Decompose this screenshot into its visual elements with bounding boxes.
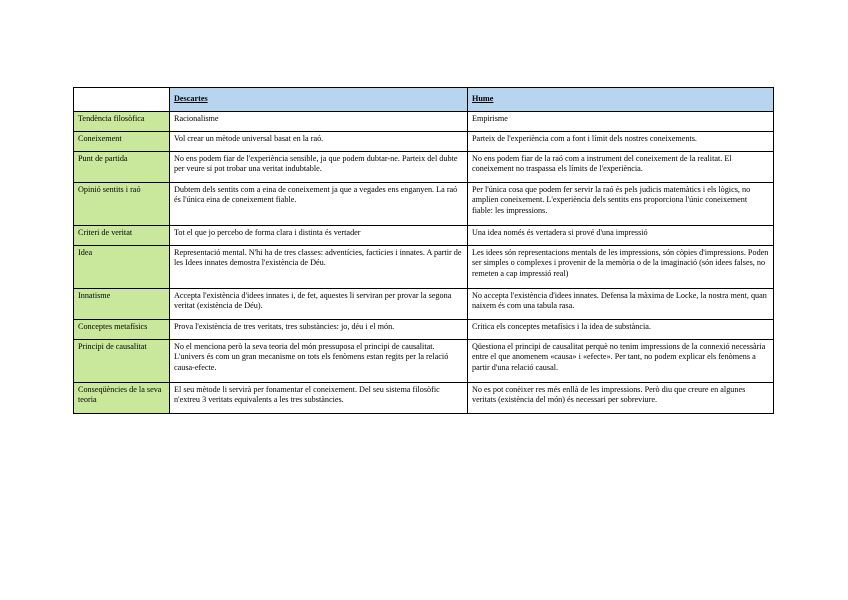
descartes-cell: Racionalisme (170, 112, 468, 132)
row-label: Opinió sentits i raó (74, 183, 170, 226)
row-label: Innatisme (74, 289, 170, 320)
row-label: Punt de partida (74, 152, 170, 183)
descartes-cell: Representació mental. N'hi ha de tres classes: adventícies, factícies i innates. A partir de les Idees innates demostra l'existència de Déu. (170, 246, 468, 289)
descartes-cell: El seu mètode li servirà per fonamentar el coneixement. Del seu sistema filosòfic n'extreu 3 veritats equivalents a les tres substàncies. (170, 383, 468, 414)
row-label: Conseqüències de la seva teoria (74, 383, 170, 414)
descartes-cell: No ens podem fiar de l'experiència sensible, ja que podem dubtar-ne. Parteix del dubte per veure si pot trobar una veritat indubtable. (170, 152, 468, 183)
hume-cell: Qüestiona el principi de causalitat perquè no tenim impressions de la connexió necessària entre el que anomenem «causa» i «efecte». Per tant, no podem explicar els fenòmens a partir d'una relació causal. (468, 340, 774, 383)
hume-cell: Les idees són representacions mentals de les impressions, són còpies d'impressions. Poden ser simples o complexes i provenir de la memòria o de la imaginació (són idees falses, no remeten a cap impressió real) (468, 246, 774, 289)
table-header-row (74, 88, 774, 112)
hume-cell: No es pot conèixer res més enllà de les impressions. Però diu que creure en algunes veritats (existència del món) és necessari per sobreviure. (468, 383, 774, 414)
table-row (74, 289, 774, 320)
row-label: Tendència filosòfica (74, 112, 170, 132)
header-descartes: Descartes (170, 88, 468, 112)
descartes-cell: Vol crear un mètode universal basat en la raó. (170, 132, 468, 152)
descartes-cell: Tot el que jo percebo de forma clara i distinta és vertader (170, 226, 468, 246)
table-row (74, 383, 774, 414)
descartes-cell: No el menciona però la seva teoria del món pressuposa el principi de causalitat. L'univers és com un gran mecanisme on tots els fenòmens estan regits per la relació causa-efecte. (170, 340, 468, 383)
row-label: Criteri de veritat (74, 226, 170, 246)
hume-cell: Per l'única cosa que podem fer servir la raó és pels judicis matemàtics i els lògics, no amplien coneixement. L'experiència dels sentits ens proporciona l'únic coneixement fiable: les impressions. (468, 183, 774, 226)
descartes-cell: Accepta l'existència d'idees innates i, de fet, aquestes li serviran per provar la segona veritat (existència de Déu). (170, 289, 468, 320)
hume-cell: Parteix de l'experiència com a font i límit dels nostres coneixements. (468, 132, 774, 152)
hume-cell: No ens podem fiar de la raó com a instrument del coneixement de la realitat. El coneixement no traspassa els límits de l'experiència. (468, 152, 774, 183)
descartes-cell: Dubtem dels sentits com a eina de coneixement ja que a vegades ens enganyen. La raó és l'única eina de coneixement fiable. (170, 183, 468, 226)
table-row (74, 112, 774, 132)
header-blank-cell (74, 88, 170, 112)
table-row (74, 152, 774, 183)
table-row (74, 340, 774, 383)
table-row (74, 183, 774, 226)
header-hume: Hume (468, 88, 774, 112)
row-label: Conceptes metafísics (74, 320, 170, 340)
hume-cell: Critica els conceptes metafísics i la idea de substància. (468, 320, 774, 340)
comparison-table (73, 87, 774, 414)
hume-cell: No accepta l'existència d'idees innates. Defensa la màxima de Locke, la nostra ment, quan naixem és com una tabula rasa. (468, 289, 774, 320)
hume-cell: Empirisme (468, 112, 774, 132)
row-label: Idea (74, 246, 170, 289)
table-row (74, 320, 774, 340)
table-row (74, 132, 774, 152)
table-row (74, 246, 774, 289)
row-label: Coneixement (74, 132, 170, 152)
hume-cell: Una idea només és vertadera si prové d'una impressió (468, 226, 774, 246)
table-row (74, 226, 774, 246)
row-label: Principi de causalitat (74, 340, 170, 383)
descartes-cell: Prova l'existència de tres veritats, tres substàncies: jo, déu i el món. (170, 320, 468, 340)
